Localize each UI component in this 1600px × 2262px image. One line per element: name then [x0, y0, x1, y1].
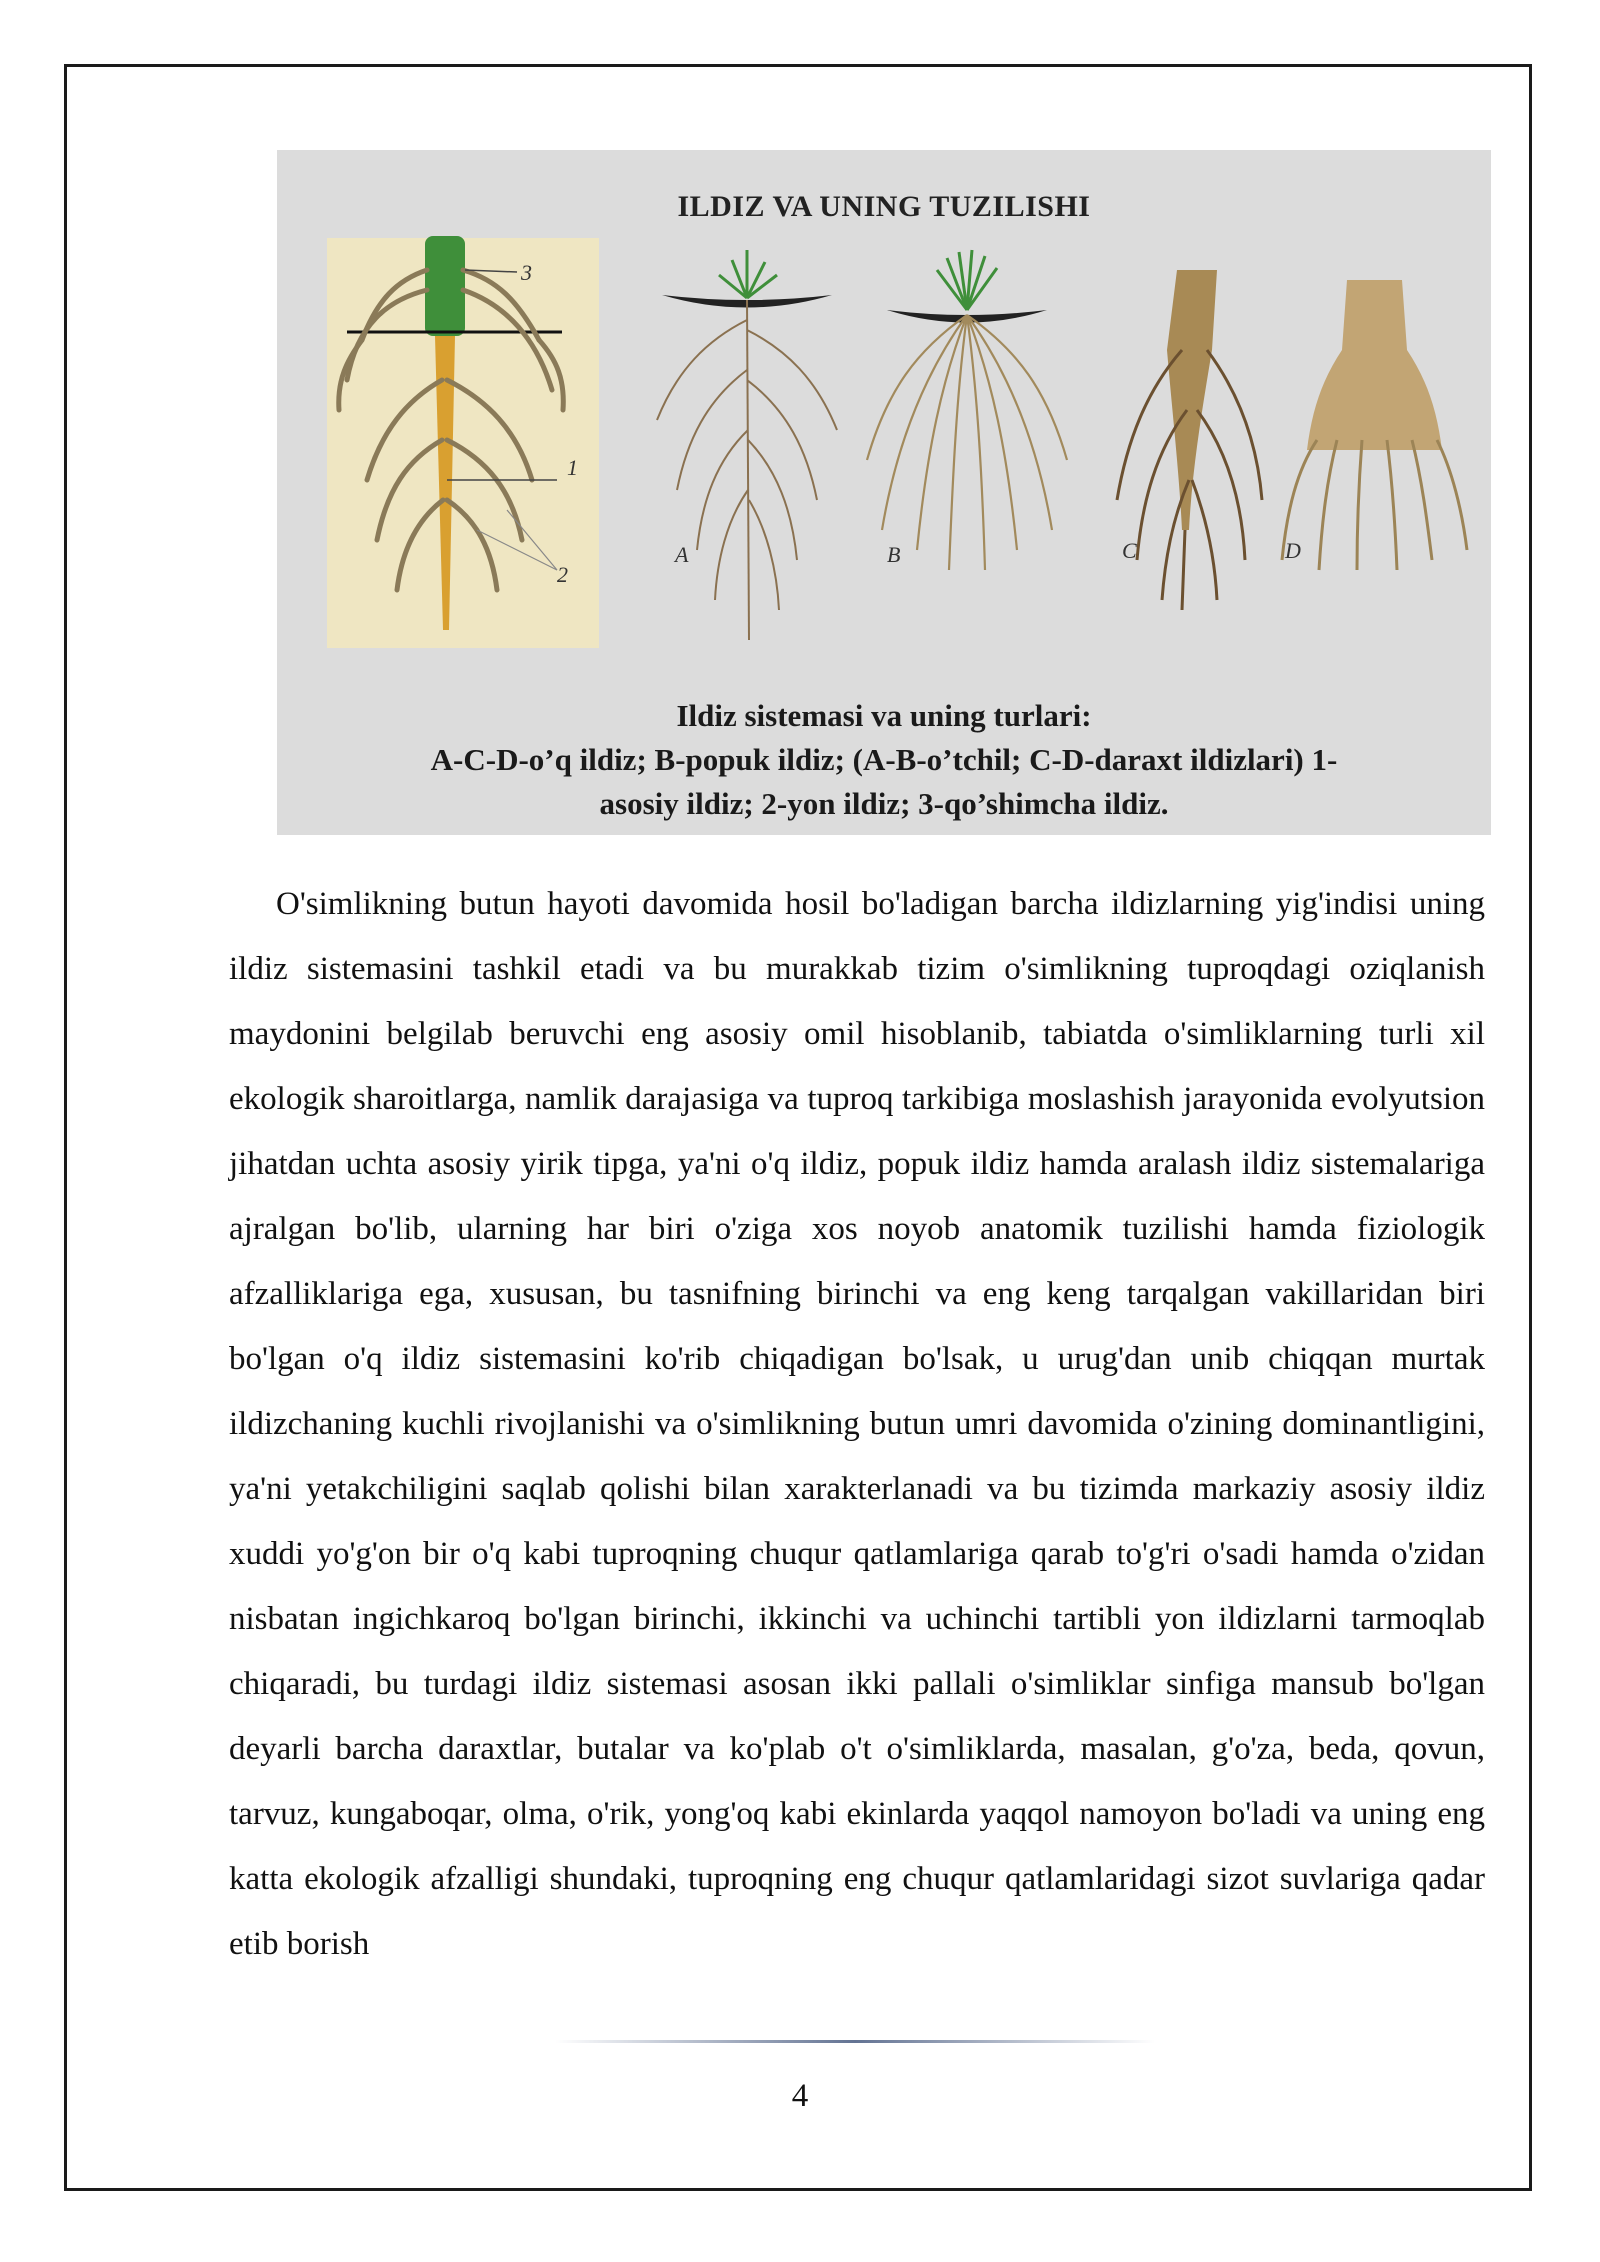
roots-a: [657, 300, 837, 640]
label-d: D: [1285, 538, 1301, 563]
label-3: 3: [521, 260, 532, 285]
trunk-d: [1307, 280, 1442, 450]
root-type-c: [1117, 270, 1262, 610]
root-type-d: [1282, 280, 1467, 570]
body-paragraph: O'simlikning butun hayoti davomida hosil bo'ladigan barcha ildizlarning yig'indisi uning ildiz sistemasini tashkil etadi va bu murakkab tizim o'simlikning tuproqdagi oziqlanish maydonini belgilab beruvchi eng asosiy omil hisoblanib, tabiatda o'simliklarning turli xil ekologik sharoitlarga, namlik darajasiga va tuproq tarkibiga moslashish jarayonida evolyutsion jihatdan uchta asosiy yirik tipga, ya'ni o'q ildiz, popuk ildiz hamda aralash ildiz sistemalariga ajralgan bo'lib, ularning har biri o'ziga xos noyob anatomik tuzilishi hamda fiziologik afzalliklariga ega, xususan, bu tasnifning birinchi va eng keng tarqalgan vakillaridan biri bo'lgan o'q ildiz sistemasini ko'rib chiqadigan bo'lsak, u urug'dan unib chiqqan murtak ildizchaning kuchli rivojlanishi va o'simlikning butun umri davomida o'zining dominantligini, ya'ni yetakchiligini saqlab qolishi bilan xarakterlanadi va bu tizimda markaziy asosiy ildiz xuddi yo'g'on bir o'q kabi tuproqning chuqur qatlamlariga qarab to'g'ri o'sadi hamda o'zidan nisbatan ingichkaroq bo'lgan birinchi, ikkinchi va uchinchi tartibli yon ildizlarni tarmoqlab chiqaradi, bu turdagi ildiz sistemasi asosan ikki pallali o'simliklar sinfiga mansub bo'lgan deyarli barcha daraxtlar, butalar va ko'plab o't o'simliklarda, masalan, g'o'za, beda, qovun, tarvuz, kungaboqar, olma, o'rik, yong'oq kabi ekinlarda yaqqol namoyon bo'ladi va uning eng katta ekologik afzalligi shundaki, tuproqning eng chuqur qatlamlaridagi sizot suvlariga qadar etib borish: [229, 886, 1485, 1962]
root-type-b: [867, 250, 1067, 570]
figure-caption: [317, 694, 1451, 826]
shoots-a: [719, 250, 777, 298]
label-2: 2: [557, 562, 568, 587]
label-c: C: [1122, 538, 1137, 563]
footer-divider: [555, 2040, 1155, 2043]
caption-line: asosiy ildiz; 2-yon ildiz; 3-qo’shimcha ildiz.: [599, 786, 1169, 821]
label-1: 1: [567, 455, 578, 480]
root-system-figure: [277, 150, 1491, 835]
root-type-a: [657, 250, 837, 640]
roots-d: [1282, 440, 1467, 570]
caption-line: A-C-D-o’q ildiz; B-popuk ildiz; (A-B-o’tchil; C-D-daraxt ildizlari) 1-: [430, 742, 1338, 777]
figure-title: ILDIZ VA UNING TUZILISHI: [677, 190, 1091, 223]
caption-line: Ildiz sistemasi va uning turlari:: [676, 698, 1092, 733]
label-b: B: [887, 542, 901, 567]
roots-b: [867, 315, 1067, 570]
label-a: A: [675, 542, 689, 567]
trunk-c: [1167, 270, 1217, 530]
stem-green: [425, 236, 465, 336]
page-number: 4: [791, 2078, 809, 2114]
shoots-b: [937, 250, 997, 310]
